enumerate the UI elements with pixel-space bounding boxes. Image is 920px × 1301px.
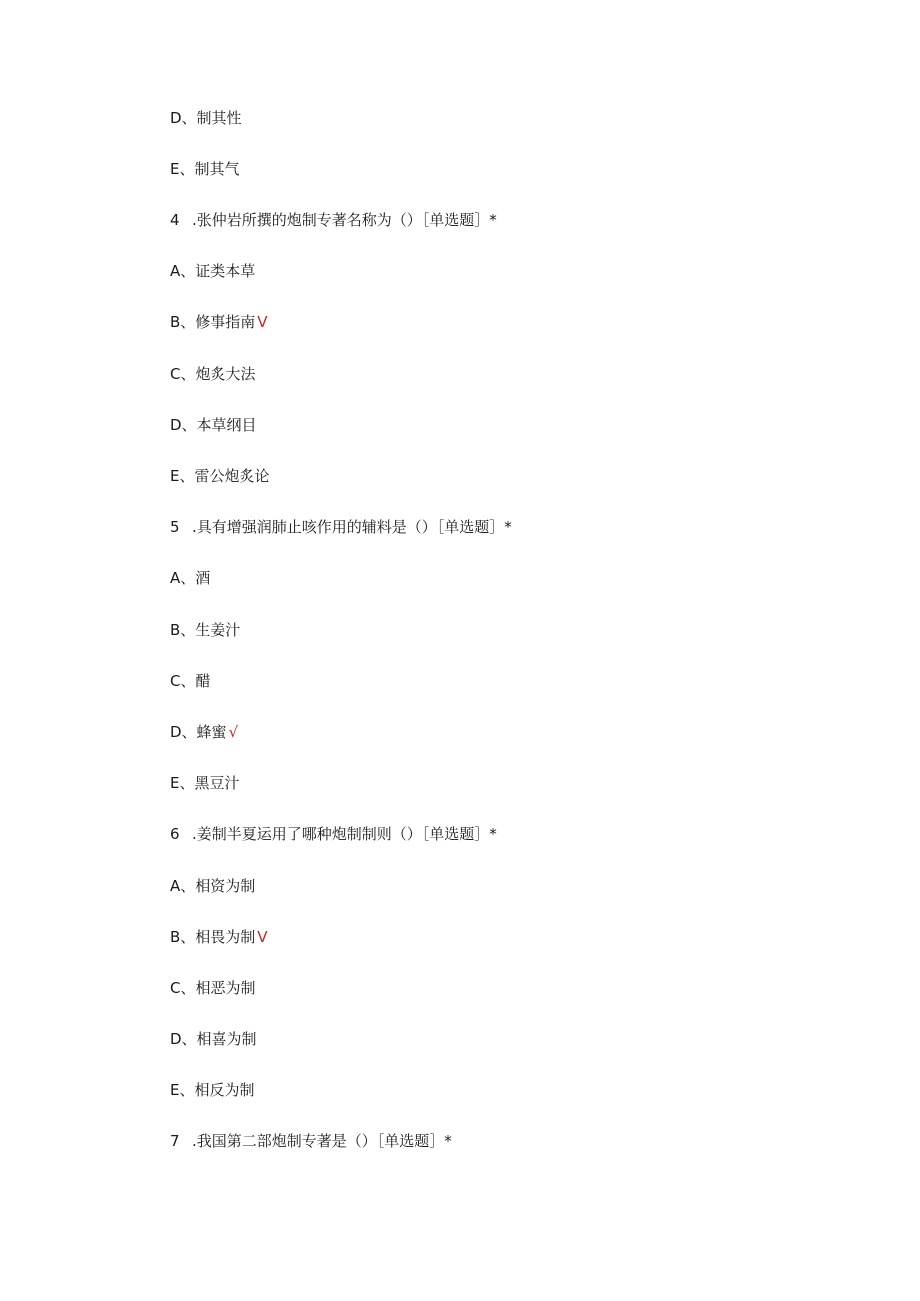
question-line [170, 824, 497, 844]
option-line [170, 722, 238, 742]
option-text: A、相资为制 [170, 877, 256, 895]
option-text: E、制其气 [170, 160, 240, 178]
option-text: C、醋 [170, 672, 211, 690]
question-line [170, 210, 497, 230]
option-text: A、酒 [170, 569, 211, 587]
question-number: 6 [170, 825, 180, 843]
option-text: B、生姜汁 [170, 621, 241, 639]
option-line [170, 620, 242, 640]
option-text: E、相反为制 [170, 1081, 255, 1099]
option-text: E、雷公炮炙论 [170, 467, 270, 485]
option-line [170, 1029, 259, 1049]
option-text: B、修事指南 [170, 313, 256, 331]
question-line [170, 1131, 452, 1151]
option-line [170, 773, 241, 793]
option-text: D、制其性 [170, 109, 242, 127]
option-line [170, 364, 257, 384]
question-number: 7 [170, 1132, 180, 1150]
option-text: C、炮炙大法 [170, 365, 256, 383]
answer-check-mark: √ [228, 723, 239, 741]
option-text: D、相喜为制 [170, 1030, 257, 1048]
option-text: E、黑豆汁 [170, 774, 240, 792]
option-line [170, 876, 257, 896]
option-line [170, 108, 244, 128]
option-line [170, 261, 257, 281]
option-text: C、相恶为制 [170, 979, 256, 997]
option-line [170, 568, 212, 588]
option-text: A、证类本草 [170, 262, 256, 280]
answer-check-mark: V [257, 313, 268, 331]
question-text: .张仲岩所撰的炮制专著名称为（）［单选题］* [192, 211, 497, 229]
option-line [170, 927, 268, 947]
answer-check-mark: V [257, 928, 268, 946]
question-number: 4 [170, 211, 180, 229]
option-line [170, 159, 241, 179]
option-line [170, 415, 259, 435]
question-text: .具有增强润肺止咳作用的辅料是（）［单选题］* [192, 518, 512, 536]
option-text: D、蜂蜜 [170, 723, 227, 741]
option-text: B、相畏为制 [170, 928, 256, 946]
option-line [170, 1080, 256, 1100]
option-line [170, 671, 212, 691]
option-line [170, 466, 271, 486]
question-text: .姜制半夏运用了哪种炮制制则（）［单选题］* [192, 825, 497, 843]
option-line [170, 978, 257, 998]
question-number: 5 [170, 518, 180, 536]
question-text: .我国第二部炮制专著是（）［单选题］* [192, 1132, 452, 1150]
option-text: D、本草纲目 [170, 416, 257, 434]
option-line [170, 312, 268, 332]
question-line [170, 517, 512, 537]
